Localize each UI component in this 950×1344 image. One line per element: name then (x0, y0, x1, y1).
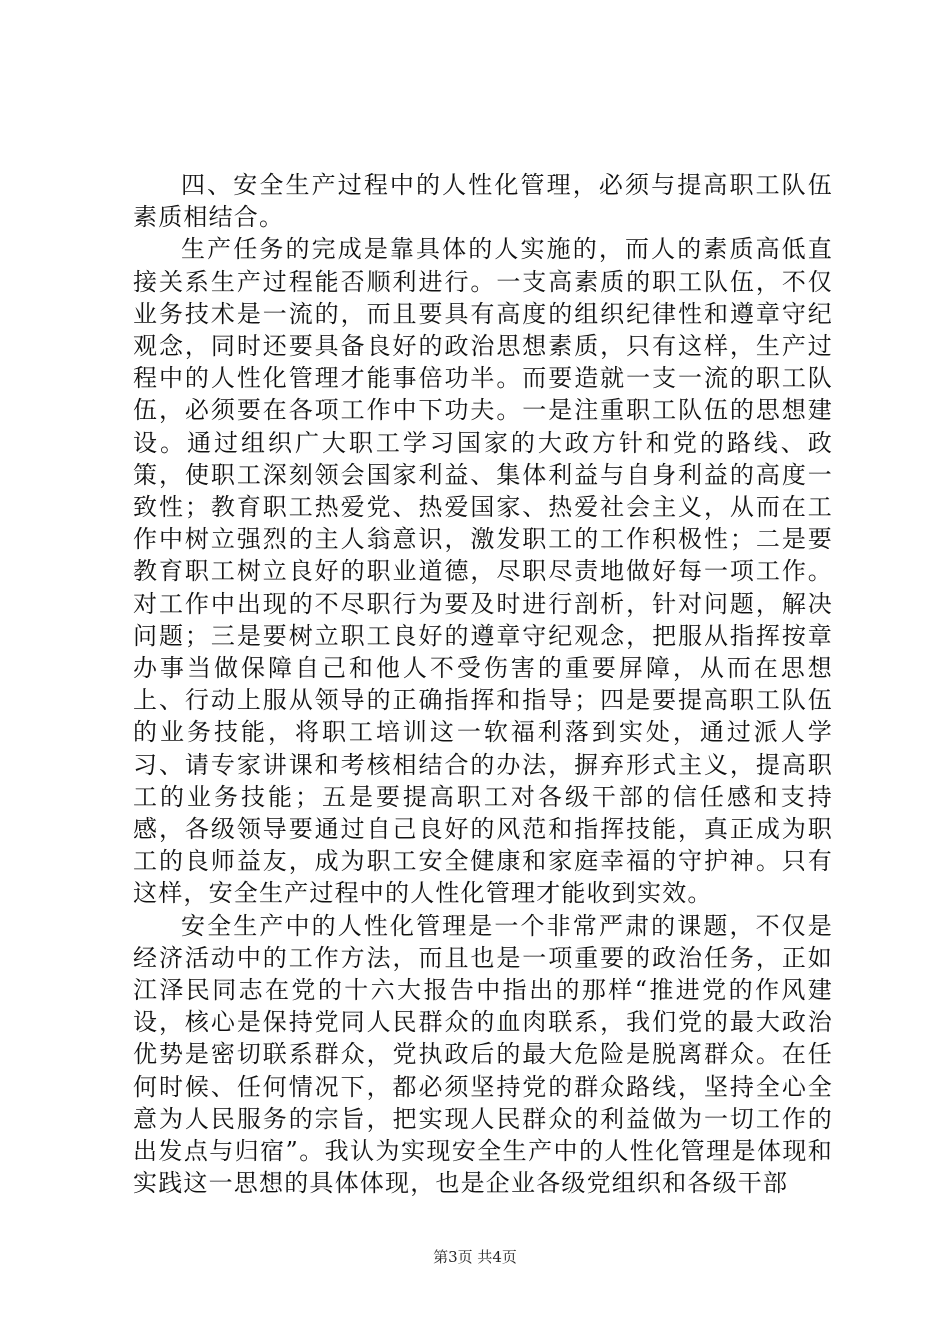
paragraph-political-task: 安全生产中的人性化管理是一个非常严肃的课题，不仅是经济活动中的工作方法，而且也是一项重要的政治任务，正如江泽民同志在党的十六大报告中指出的那样“推进党的作风建设，核心是保持党同人民群众的血肉联系，我们党的最大政治优势是密切联系群众，党执政后的最大危险是脱离群众。在任何时候、任何情况下，都必须坚持党的群众路线，坚持全心全意为人民服务的宗旨，把实现人民群众的利益做为一切工作的出发点与归宿”。我认为实现安全生产中的人性化管理是体现和实践这一思想的具体体现，也是企业各级党组织和各级干部 (133, 911, 833, 1198)
paragraph-heading-four: 四、安全生产过程中的人性化管理，必须与提高职工队伍素质相结合。 (133, 171, 833, 232)
document-body (133, 169, 833, 1200)
page-footer: 第3页 共4页 (433, 1248, 517, 1266)
paragraph-workforce-quality: 生产任务的完成是靠具体的人实施的，而人的素质高低直接关系生产过程能否顺利进行。一支高素质的职工队伍，不仅业务技术是一流的，而且要具有高度的组织纪律性和遵章守纪观念，同时还要具备良好的政治思想素质，只有这样，生产过程中的人性化管理才能事倍功半。而要造就一支一流的职工队伍，必须要在各项工作中下功夫。一是注重职工队伍的思想建设。通过组织广大职工学习国家的大政方针和党的路线、政策，使职工深刻领会国家利益、集体利益与自身利益的高度一致性；教育职工热爱党、热爱国家、热爱社会主义，从而在工作中树立强烈的主人翁意识，激发职工的工作积极性；二是要教育职工树立良好的职业道德，尽职尽责地做好每一项工作。对工作中出现的不尽职行为要及时进行剖析，针对问题，解决问题；三是要树立职工良好的遵章守纪观念，把服从指挥按章办事当做保障自己和他人不受伤害的重要屏障，从而在思想上、行动上服从领导的正确指挥和指导；四是要提高职工队伍的业务技能，将职工培训这一软福利落到实处，通过派人学习、请专家讲课和考核相结合的办法，摒弃形式主义，提高职工的业务技能；五是要提高职工对各级干部的信任感和支持感，各级领导要通过自己良好的风范和指挥技能，真正成为职工的良师益友，成为职工安全健康和家庭幸福的守护神。只有这样，安全生产过程中的人性化管理才能收到实效。 (133, 235, 833, 908)
